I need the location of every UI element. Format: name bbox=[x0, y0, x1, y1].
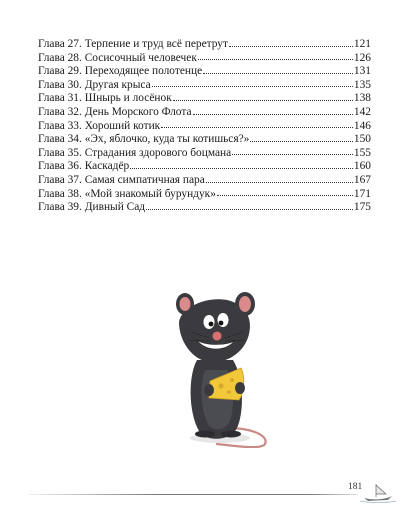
toc-title: Самая симпатичная пара bbox=[84, 173, 205, 186]
toc-title: «Мой знакомый бурундук» bbox=[84, 187, 216, 200]
toc-entry[interactable] bbox=[38, 120, 371, 134]
ship-water bbox=[360, 501, 396, 503]
toc-title: Хороший котик bbox=[84, 119, 161, 132]
toc-page-number: 138 bbox=[353, 92, 371, 105]
ship-hull bbox=[364, 496, 392, 501]
toc-page-number: 135 bbox=[353, 78, 371, 91]
toc-leader-dots bbox=[130, 167, 353, 169]
rat-right-paw bbox=[235, 382, 245, 394]
rat-nose bbox=[213, 332, 222, 341]
toc-chapter: Глава 29. bbox=[38, 65, 82, 78]
toc-entry[interactable] bbox=[38, 79, 371, 93]
toc-page-number: 142 bbox=[353, 105, 371, 118]
toc-page-number: 131 bbox=[353, 65, 371, 78]
toc-page-number: 175 bbox=[353, 201, 371, 214]
toc-page-number: 121 bbox=[353, 38, 371, 50]
toc-title: Сосисочный человечек bbox=[84, 51, 197, 64]
cheese-hole bbox=[230, 378, 234, 382]
rat-holding-cheese-illustration bbox=[165, 278, 275, 448]
toc-title: Переходящее полотенце bbox=[84, 65, 203, 78]
toc-leader-dots bbox=[193, 113, 353, 115]
toc-page-number: 171 bbox=[353, 187, 371, 200]
toc-leader-dots bbox=[198, 58, 353, 60]
toc-leader-dots bbox=[203, 72, 353, 74]
cheese-hole bbox=[227, 390, 231, 394]
toc-chapter: Глава 35. bbox=[38, 146, 82, 159]
toc-entry[interactable] bbox=[38, 38, 371, 52]
toc-chapter: Глава 38. bbox=[38, 187, 82, 200]
toc-chapter: Глава 30. bbox=[38, 78, 82, 91]
toc-chapter: Глава 39. bbox=[38, 201, 82, 214]
rat-right-foot bbox=[221, 431, 241, 438]
toc-chapter: Глава 34. bbox=[38, 133, 82, 146]
toc-page-number: 155 bbox=[353, 146, 371, 159]
rat-left-paw bbox=[204, 384, 214, 396]
toc-entry[interactable] bbox=[38, 133, 371, 147]
toc-chapter: Глава 32. bbox=[38, 105, 82, 118]
cheese-hole bbox=[218, 383, 223, 388]
ship-sail bbox=[376, 484, 386, 497]
footer-rule bbox=[28, 494, 358, 495]
toc-page-number: 160 bbox=[353, 160, 371, 173]
rat-left-ear-inner bbox=[180, 297, 191, 311]
rat-left-eye bbox=[204, 315, 215, 329]
toc-leader-dots bbox=[229, 45, 353, 47]
toc-title: Каскадёр bbox=[84, 160, 130, 173]
rat-right-pupil bbox=[219, 321, 224, 326]
toc-title: Терпение и труд всё перетрут bbox=[84, 38, 228, 50]
toc-chapter: Глава 37. bbox=[38, 173, 82, 186]
toc-entry[interactable] bbox=[38, 147, 371, 161]
toc-chapter: Глава 31. bbox=[38, 92, 82, 105]
toc-title: «Эх, яблочко, куда ты котишься?» bbox=[84, 133, 250, 146]
toc-page-number: 167 bbox=[353, 173, 371, 186]
toc-entry[interactable] bbox=[38, 174, 371, 188]
toc-leader-dots bbox=[217, 194, 353, 196]
toc-leader-dots bbox=[152, 85, 353, 87]
rat-left-pupil bbox=[209, 322, 214, 327]
toc-leader-dots bbox=[232, 153, 353, 155]
toc-entry[interactable] bbox=[38, 52, 371, 66]
toc-chapter: Глава 28. bbox=[38, 51, 82, 64]
rat-left-foot bbox=[195, 431, 215, 438]
toc-entry[interactable] bbox=[38, 92, 371, 106]
toc-leader-dots bbox=[173, 99, 353, 101]
ship-ornament-icon bbox=[358, 480, 398, 504]
toc-title: Дивный Сад bbox=[84, 201, 146, 214]
toc-leader-dots bbox=[206, 181, 353, 183]
toc-title: Другая крыса bbox=[84, 78, 151, 91]
toc-entry[interactable] bbox=[38, 160, 371, 174]
toc-entry[interactable] bbox=[38, 106, 371, 120]
toc-leader-dots bbox=[146, 208, 353, 210]
toc-page-number: 150 bbox=[353, 133, 371, 146]
toc-page-number: 146 bbox=[353, 119, 371, 132]
toc-title: День Морского Флота bbox=[84, 105, 192, 118]
table-of-contents bbox=[38, 38, 371, 215]
toc-title: Шнырь и лосёнок bbox=[84, 92, 172, 105]
toc-leader-dots bbox=[161, 126, 353, 128]
rat-right-ear-inner bbox=[239, 296, 251, 312]
page-number: 181 bbox=[348, 482, 363, 492]
toc-chapter: Глава 36. bbox=[38, 160, 82, 173]
toc-entry[interactable] bbox=[38, 188, 371, 202]
toc-chapter: Глава 33. bbox=[38, 119, 82, 132]
toc-entry[interactable] bbox=[38, 201, 371, 215]
toc-page-number: 126 bbox=[353, 51, 371, 64]
toc-title: Страдания здорового боцмана bbox=[84, 146, 232, 159]
toc-entry[interactable] bbox=[38, 65, 371, 79]
toc-leader-dots bbox=[250, 140, 353, 142]
toc-chapter: Глава 27. bbox=[38, 38, 82, 50]
rat-right-eye bbox=[218, 313, 229, 327]
